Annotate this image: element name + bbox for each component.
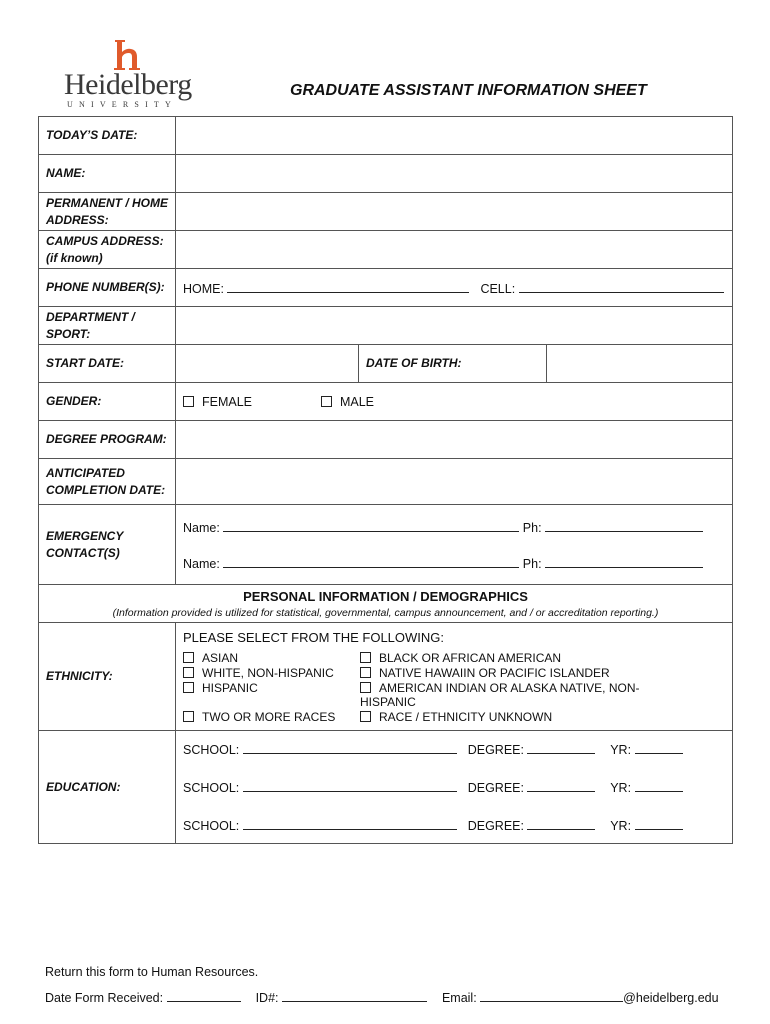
ethnicity-checkbox[interactable]: [360, 682, 371, 693]
emergency-name-label-1: Name:: [183, 520, 220, 535]
start-date-label: START DATE:: [39, 345, 176, 383]
date-of-birth-field[interactable]: [547, 345, 733, 383]
department-label: DEPARTMENT / SPORT:: [39, 307, 176, 345]
male-checkbox[interactable]: [321, 396, 332, 407]
phone-home-label: HOME:: [183, 281, 224, 296]
yr-label: YR:: [610, 743, 632, 757]
education-label: EDUCATION:: [39, 731, 176, 844]
completion-date-field[interactable]: [176, 459, 733, 505]
emergency-name-label-2: Name:: [183, 556, 220, 571]
ethnicity-options: [183, 651, 725, 724]
demographics-section-header: [39, 585, 733, 623]
female-checkbox[interactable]: [183, 396, 194, 407]
id-label: ID#:: [255, 991, 279, 1005]
phone-home-line[interactable]: [227, 280, 469, 293]
yr-line[interactable]: [635, 741, 683, 754]
todays-date-label: TODAY’S DATE:: [39, 117, 176, 155]
school-label: SCHOOL:: [183, 781, 240, 795]
ethnicity-checkbox[interactable]: [360, 711, 371, 722]
yr-line[interactable]: [635, 817, 683, 830]
ethnicity-option[interactable]: NATIVE HAWAIIN OR PACIFIC ISLANDER: [360, 666, 690, 680]
email-domain: @heidelberg.edu: [623, 991, 719, 1005]
ethnicity-checkbox[interactable]: [183, 682, 194, 693]
school-label: SCHOOL:: [183, 743, 240, 757]
ethnicity-option[interactable]: RACE / ETHNICITY UNKNOWN: [360, 710, 690, 724]
emergency-phone-line-2[interactable]: [545, 555, 703, 568]
ethnicity-option[interactable]: ASIAN: [183, 651, 360, 665]
emergency-phone-line-1[interactable]: [545, 519, 703, 532]
ethnicity-checkbox[interactable]: [183, 667, 194, 678]
office-use-line: [45, 989, 719, 1005]
school-line[interactable]: [243, 817, 457, 830]
campus-address-label: [39, 231, 176, 269]
ethnicity-option[interactable]: BLACK OR AFRICAN AMERICAN: [360, 651, 690, 665]
degree-line[interactable]: [527, 741, 595, 754]
ethnicity-option[interactable]: HISPANIC: [183, 681, 360, 709]
yr-line[interactable]: [635, 779, 683, 792]
date-received-label: Date Form Received:: [45, 991, 164, 1005]
degree-line[interactable]: [527, 817, 595, 830]
permanent-address-label: PERMANENT / HOME ADDRESS:: [39, 193, 176, 231]
degree-line[interactable]: [527, 779, 595, 792]
id-line[interactable]: [282, 989, 427, 1002]
logo-wordmark: Heidelberg: [64, 68, 192, 101]
ethnicity-checkbox[interactable]: [183, 711, 194, 722]
campus-address-note: (if known): [46, 250, 103, 265]
ethnicity-option[interactable]: AMERICAN INDIAN OR ALASKA NATIVE, NON-HISPANIC: [360, 680, 640, 709]
campus-address-label-text: CAMPUS ADDRESS:: [46, 233, 164, 248]
name-label: NAME:: [39, 155, 176, 193]
information-form: [38, 116, 733, 844]
gender-options: [176, 383, 733, 421]
date-received-line[interactable]: [167, 989, 241, 1002]
name-field[interactable]: [176, 155, 733, 193]
emergency-name-line-2[interactable]: [223, 555, 519, 568]
ethnicity-field: [176, 623, 733, 731]
ethnicity-prompt: PLEASE SELECT FROM THE FOLLOWING:: [183, 629, 445, 645]
email-line[interactable]: [480, 989, 623, 1002]
emergency-contacts-field: [176, 505, 733, 585]
emergency-phone-label-1: Ph:: [522, 520, 542, 535]
school-label: SCHOOL:: [183, 819, 240, 833]
phone-label: PHONE NUMBER(S):: [39, 269, 176, 307]
emergency-name-line-1[interactable]: [223, 519, 519, 532]
ethnicity-checkbox[interactable]: [360, 652, 371, 663]
logo-subtitle: UNIVERSITY: [67, 100, 177, 109]
female-label: FEMALE: [202, 394, 253, 409]
emergency-phone-label-2: Ph:: [522, 556, 542, 571]
demographics-title: PERSONAL INFORMATION / DEMOGRAPHICS: [243, 588, 528, 604]
education-field: [176, 731, 733, 844]
gender-label: GENDER:: [39, 383, 176, 421]
phone-field: [176, 269, 733, 307]
todays-date-field[interactable]: [176, 117, 733, 155]
email-label: Email:: [441, 991, 477, 1005]
yr-label: YR:: [610, 819, 632, 833]
heidelberg-h-mark-icon: [112, 38, 142, 72]
degree-program-label: DEGREE PROGRAM:: [39, 421, 176, 459]
ethnicity-option[interactable]: TWO OR MORE RACES: [183, 710, 360, 724]
phone-cell-line[interactable]: [519, 280, 724, 293]
completion-date-label: ANTICIPATED COMPLETION DATE:: [39, 459, 176, 505]
ethnicity-option[interactable]: WHITE, NON-HISPANIC: [183, 666, 360, 680]
start-date-field[interactable]: [176, 345, 359, 383]
university-logo: [64, 38, 194, 108]
ethnicity-checkbox[interactable]: [360, 667, 371, 678]
school-line[interactable]: [243, 741, 457, 754]
demographics-note: (Information provided is utilized for statistical, governmental, campus announcement, and / or accreditation reporting.): [112, 606, 659, 619]
school-line[interactable]: [243, 779, 457, 792]
degree-label: DEGREE:: [467, 743, 524, 757]
degree-program-field[interactable]: [176, 421, 733, 459]
permanent-address-field[interactable]: [176, 193, 733, 231]
campus-address-field[interactable]: [176, 231, 733, 269]
degree-label: DEGREE:: [467, 781, 524, 795]
emergency-contacts-label: EMERGENCY CONTACT(S): [39, 505, 176, 585]
yr-label: YR:: [610, 781, 632, 795]
date-of-birth-label: DATE OF BIRTH:: [359, 345, 547, 383]
ethnicity-label: ETHNICITY:: [39, 623, 176, 731]
male-label: MALE: [339, 394, 375, 409]
phone-cell-label: CELL:: [480, 281, 516, 296]
degree-label: DEGREE:: [467, 819, 524, 833]
ethnicity-checkbox[interactable]: [183, 652, 194, 663]
return-instructions: Return this form to Human Resources.: [45, 965, 259, 979]
form-title: GRADUATE ASSISTANT INFORMATION SHEET: [290, 82, 647, 99]
department-field[interactable]: [176, 307, 733, 345]
